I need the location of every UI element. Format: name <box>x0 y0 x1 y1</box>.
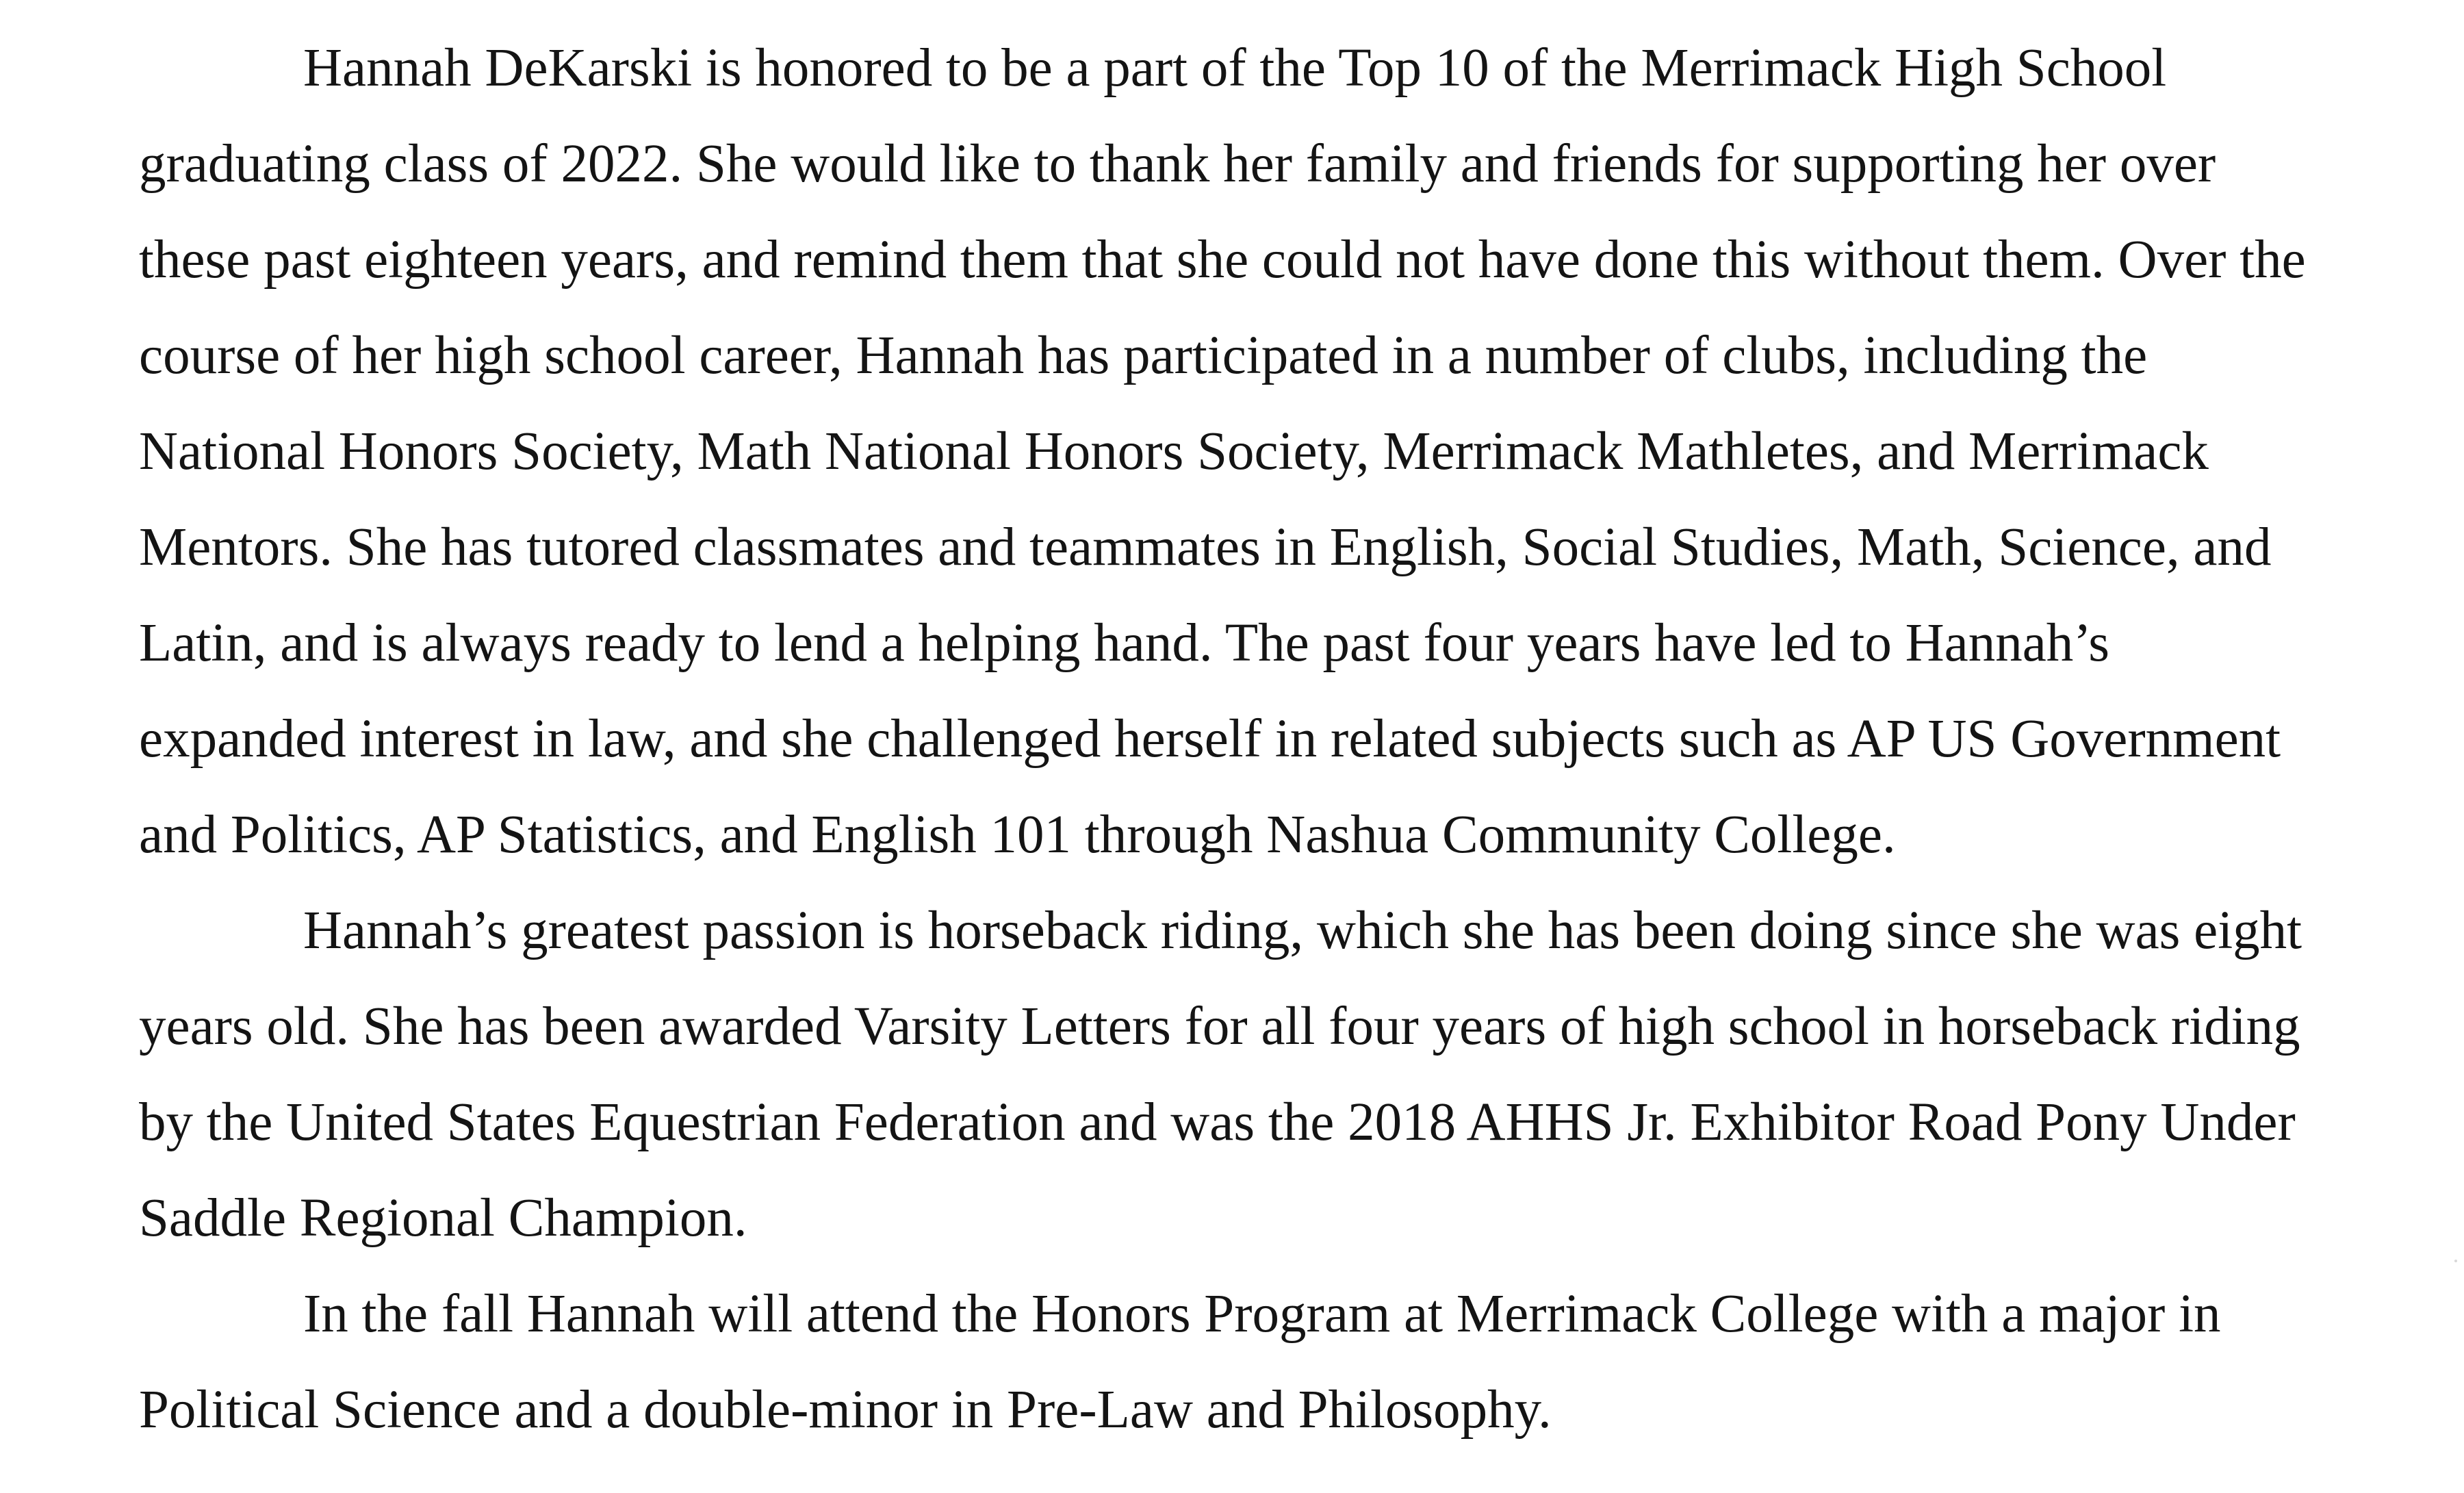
paragraph-academics: Hannah DeKarski is honored to be a part of the Top 10 of the Merrimack High School graduating class of 2022. She would like to thank her family and friends for supporting her over these past eighteen years, and remind them that she could not have done this without them. Over the course of her high school career, Hannah has participated in a number of clubs, including the National Honors Society, Math National Honors Society, Merrimack Mathletes, and Merrimack Mentors. She has tutored classmates and teammates in English, Social Studies, Math, Science, and Latin, and is always ready to lend a helping hand. The past four years have led to Hannah’s expanded interest in law, and she challenged herself in related subjects such as AP US Government and Politics, AP Statistics, and English 101 through Nashua Community College. <box>139 38 2306 865</box>
paragraph-college-plans: In the fall Hannah will attend the Honors Program at Merrimack College with a major in Political Science and a double-minor in Pre-Law and Philosophy. <box>139 1284 2221 1440</box>
document-body <box>139 21 2315 1458</box>
scan-speck <box>2454 1260 2457 1262</box>
paragraph-horseback-riding: Hannah’s greatest passion is horseback riding, which she has been doing since she was eight years old. She has been awarded Varsity Letters for all four years of high school in horseback riding by the United States Equestrian Federation and was the 2018 AHHS Jr. Exhibitor Road Pony Under Saddle Regional Champion. <box>139 901 2302 1248</box>
